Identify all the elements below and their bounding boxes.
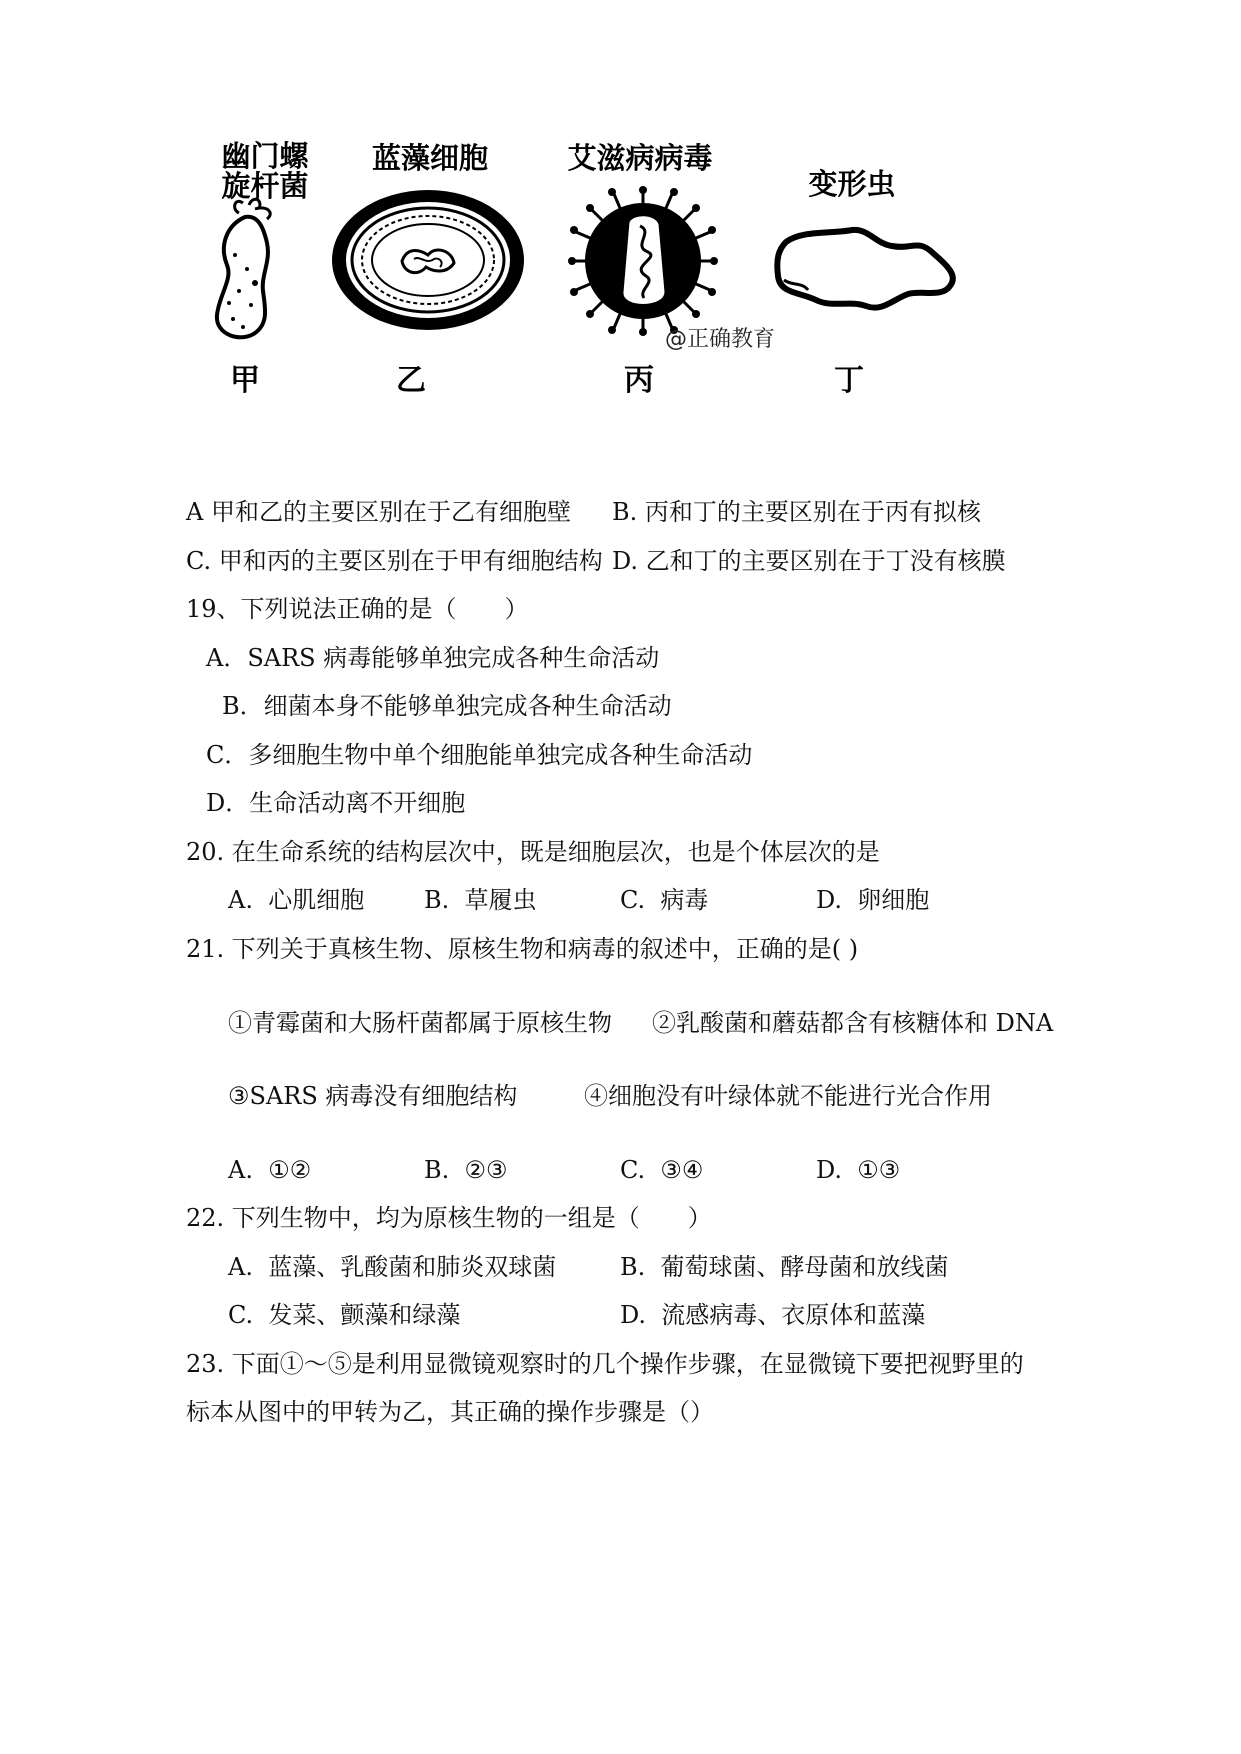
q23-stem-line1: 23. 下面①～⑤是利用显微镜观察时的几个操作步骤，在显微镜下要把视野里的 — [186, 1350, 1024, 1378]
figure-title-jia-line2: 旋杆菌 — [221, 169, 309, 203]
watermark-text: @正确教育 — [665, 327, 776, 352]
q20-option-a: A. 心肌细胞 — [228, 886, 365, 914]
figure-letter-ding: 丁 — [834, 363, 864, 398]
q19-option-a: A．SARS 病毒能够单独完成各种生命活动 — [206, 644, 660, 672]
cyanobacteria-cell-drawing — [328, 185, 528, 335]
hiv-virus-drawing — [568, 186, 718, 336]
q21-option-c: C. ③④ — [620, 1156, 704, 1184]
q21-option-d: D. ①③ — [816, 1156, 901, 1184]
figure-letter-jia: 甲 — [230, 363, 260, 398]
q21-option-a: A. ①② — [228, 1156, 312, 1184]
q19-stem: 19、下列说法正确的是（ ） — [186, 595, 529, 623]
helicobacter-drawing — [205, 195, 295, 345]
q21-statement-4: ④细胞没有叶绿体就不能进行光合作用 — [584, 1082, 992, 1110]
q21-option-b: B. ②③ — [424, 1156, 508, 1184]
q18-option-b: B. 丙和丁的主要区别在于丙有拟核 — [612, 498, 981, 526]
q22-option-a: A. 蓝藻、乳酸菌和肺炎双球菌 — [228, 1253, 557, 1281]
figure-title-bing: 艾滋病病毒 — [567, 141, 713, 175]
q21-stem: 21. 下列关于真核生物、原核生物和病毒的叙述中，正确的是( ) — [186, 935, 859, 963]
q21-statement-1: ①青霉菌和大肠杆菌都属于原核生物 — [228, 1009, 612, 1037]
figure-title-jia-line1: 幽门螺 — [221, 139, 309, 173]
q20-option-b: B. 草履虫 — [424, 886, 537, 914]
q21-statement-2: ②乳酸菌和蘑菇都含有核糖体和 DNA — [652, 1009, 1054, 1037]
amoeba-drawing — [772, 220, 962, 320]
figure-title-yi: 蓝藻细胞 — [371, 141, 488, 175]
q18-option-d: D. 乙和丁的主要区别在于丁没有核膜 — [612, 547, 1006, 575]
figure-letter-bing: 丙 — [624, 363, 654, 398]
figure-title-ding: 变形虫 — [808, 167, 896, 201]
q22-option-d: D. 流感病毒、衣原体和蓝藻 — [620, 1301, 926, 1329]
q21-statement-3: ③SARS 病毒没有细胞结构 — [228, 1082, 518, 1110]
q20-stem: 20. 在生命系统的结构层次中，既是细胞层次，也是个体层次的是 — [186, 838, 880, 866]
q23-stem-line2: 标本从图中的甲转为乙，其正确的操作步骤是（） — [186, 1398, 714, 1426]
q18-option-a: A 甲和乙的主要区别在于乙有细胞壁 — [186, 498, 571, 526]
q20-option-c: C. 病毒 — [620, 886, 709, 914]
q19-option-c: C．多细胞生物中单个细胞能单独完成各种生命活动 — [206, 741, 753, 769]
q20-option-d: D. 卵细胞 — [816, 886, 930, 914]
organism-figure — [200, 140, 1100, 440]
q18-option-c: C. 甲和丙的主要区别在于甲有细胞结构 — [186, 547, 603, 575]
q19-option-d: D．生命活动离不开细胞 — [206, 789, 466, 817]
q19-option-b: B．细菌本身不能够单独完成各种生命活动 — [222, 692, 672, 720]
figure-letter-yi: 乙 — [396, 363, 426, 398]
q22-option-c: C. 发菜、颤藻和绿藻 — [228, 1301, 461, 1329]
q22-stem: 22. 下列生物中，均为原核生物的一组是（ ） — [186, 1204, 712, 1232]
q22-option-b: B. 葡萄球菌、酵母菌和放线菌 — [620, 1253, 949, 1281]
